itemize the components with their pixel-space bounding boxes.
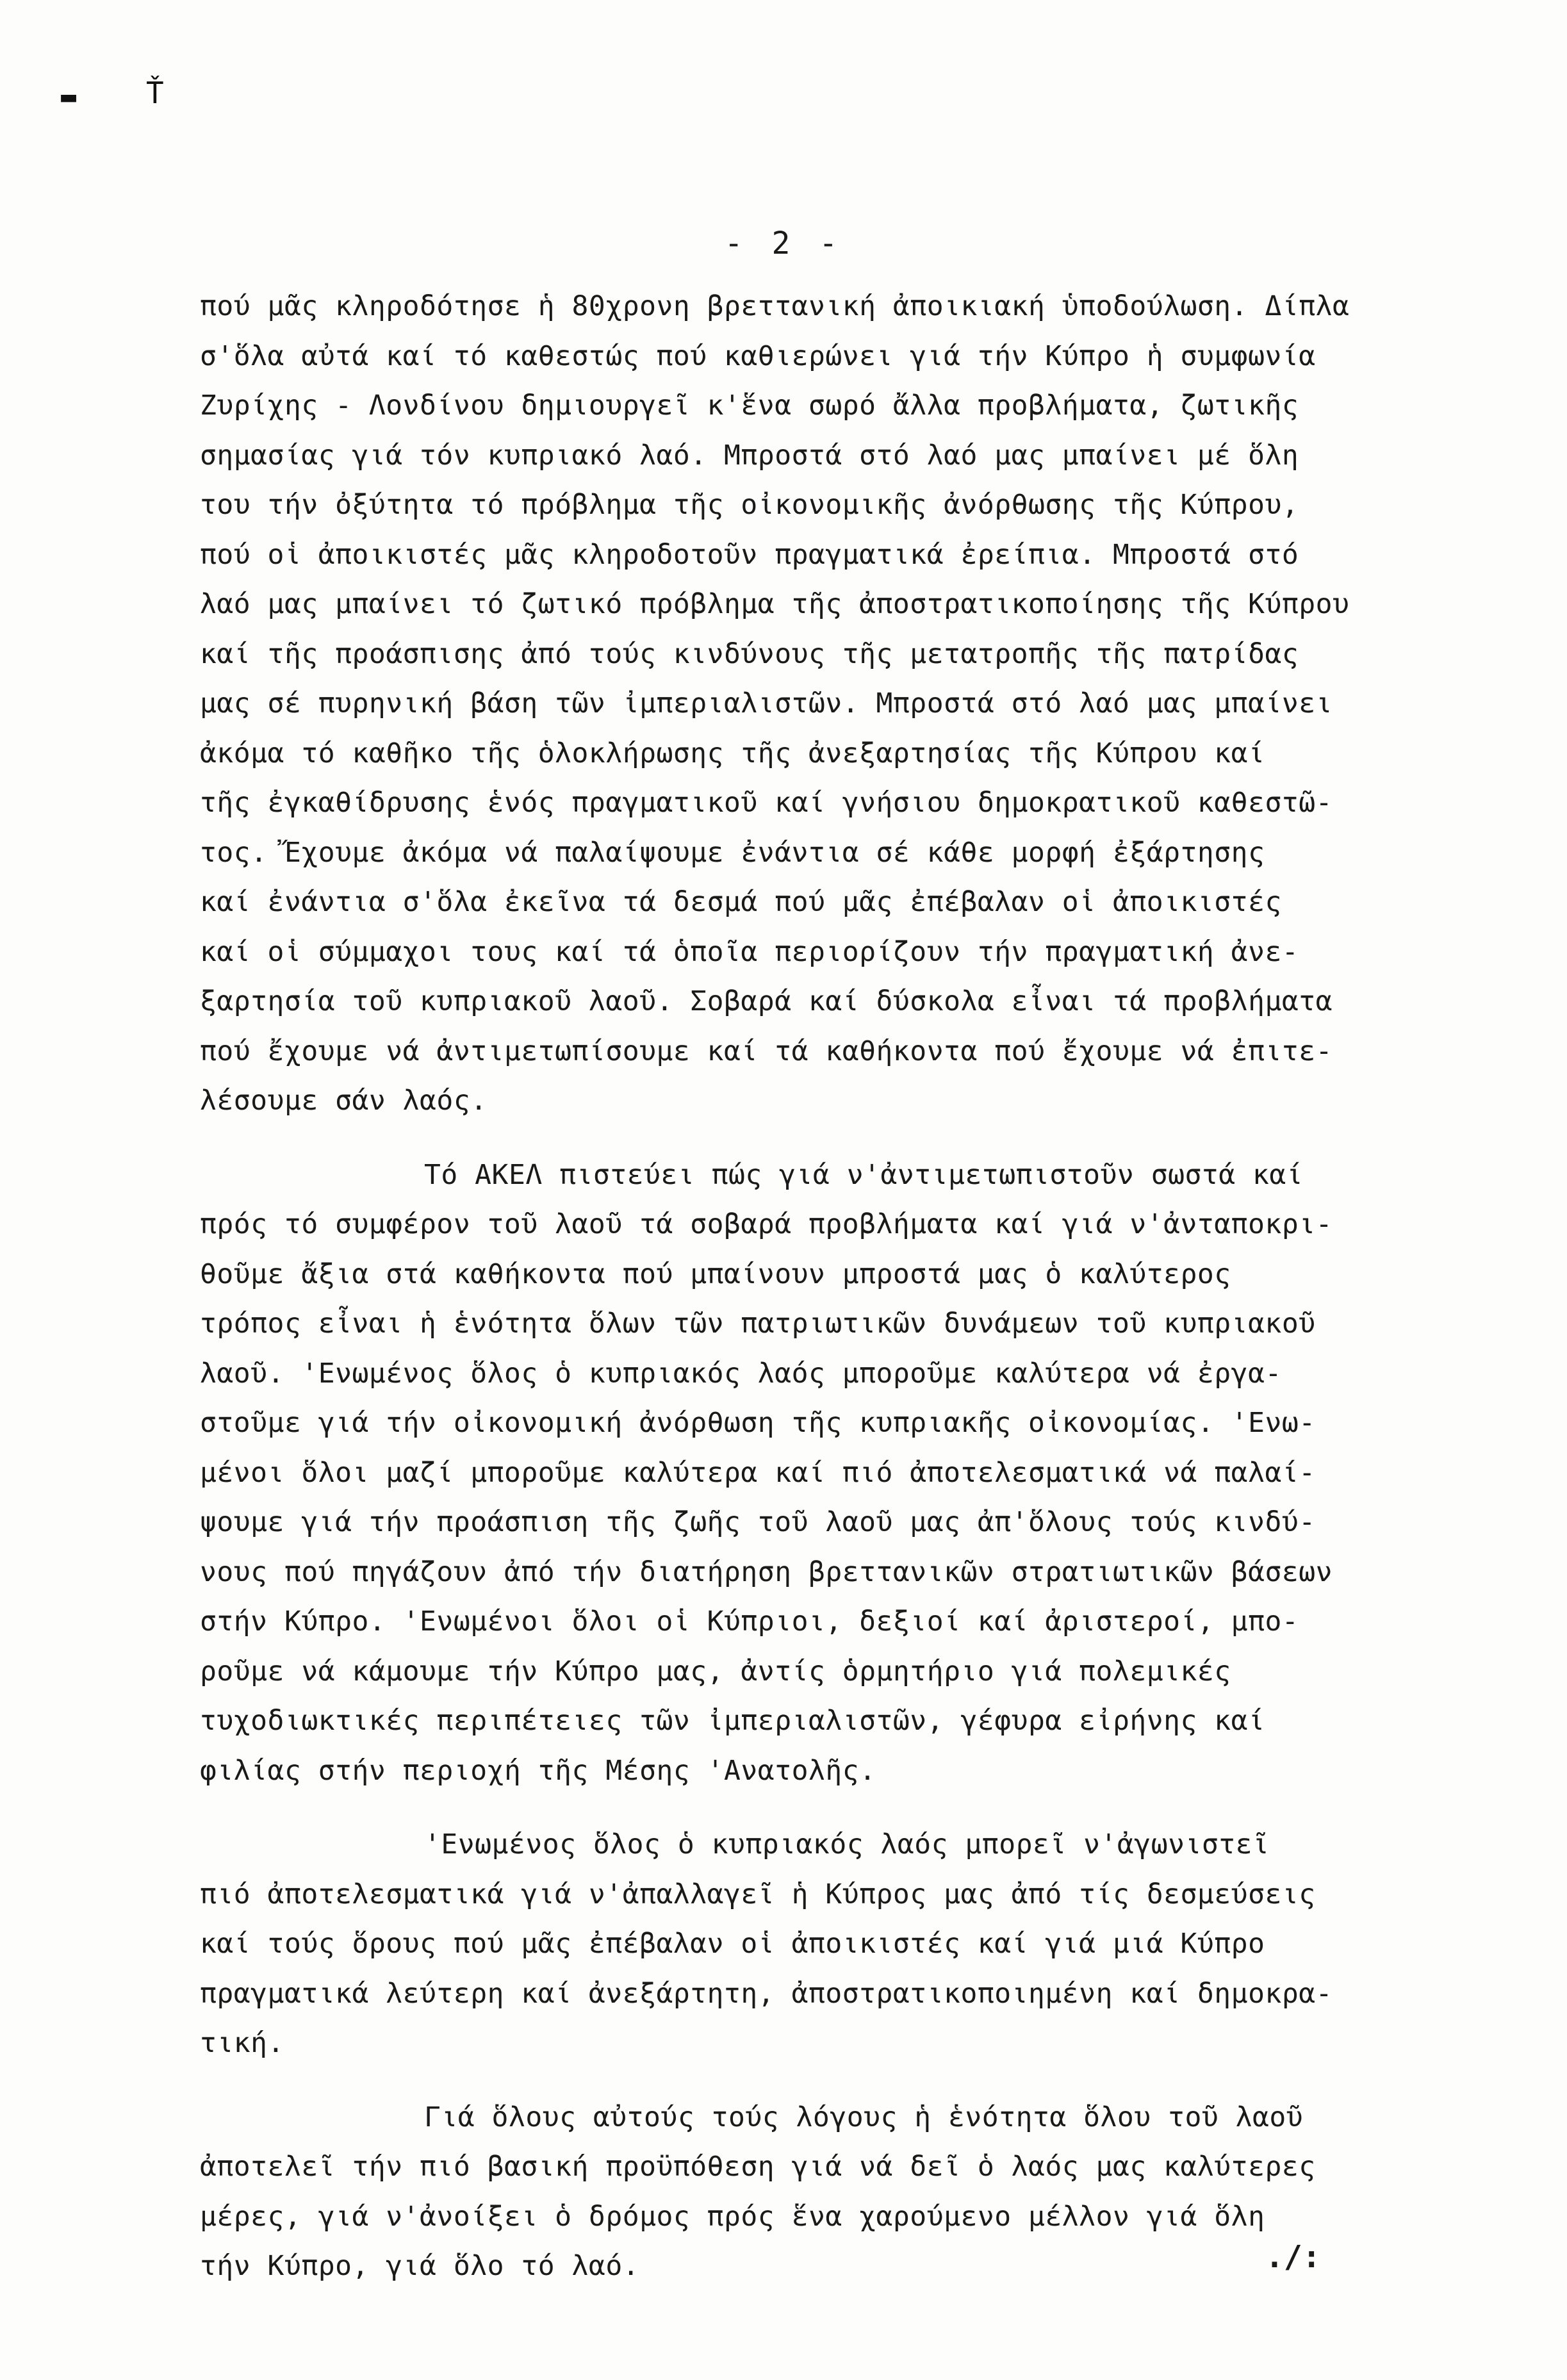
text-line: Τό ΑΚΕΛ πιστεύει πώς γιά ν'ἀντιμετωπιστοῦν σωστά καί [424, 1158, 1304, 1191]
text-line: σ'ὅλα αὐτά καί τό καθεστώς πού καθιερώνει γιά τήν Κύπρο ἡ συμφωνία [200, 340, 1316, 372]
text-line: φιλίας στήν περιοχή τῆς Μέσης 'Ανατολῆς. [200, 1754, 876, 1787]
text-line: νους πού πηγάζουν ἀπό τήν διατήρηση βρεττανικῶν στρατιωτικῶν βάσεων [200, 1555, 1333, 1588]
text-line: μένοι ὅλοι μαζί μποροῦμε καλύτερα καί πιό ἀποτελεσματικά νά παλαί- [200, 1456, 1316, 1489]
paragraph [200, 1151, 1513, 1796]
text-line: τήν Κύπρο, γιά ὅλο τό λαό. [200, 2250, 640, 2282]
body-text [200, 282, 1513, 2292]
text-line: λαοῦ. 'Ενωμένος ὅλος ὁ κυπριακός λαός μποροῦμε καλύτερα νά ἐργα- [200, 1357, 1282, 1390]
text-line: ἀκόμα τό καθῆκο τῆς ὁλοκλήρωσης τῆς ἀνεξαρτησίας τῆς Κύπρου καί [200, 737, 1265, 769]
paragraph [200, 282, 1513, 1126]
text-line: ἀποτελεῖ τήν πιό βασική προϋπόθεση γιά νά δεῖ ὁ λαός μας καλύτερες [200, 2151, 1316, 2183]
corner-mark: ▬ [61, 82, 77, 111]
text-line: μέρες, γιά ν'ἀνοίξει ὁ δρόμος πρός ἕνα χαρούμενο μέλλον γιά ὅλη [200, 2200, 1265, 2233]
paragraph [200, 1820, 1513, 2069]
text-line: πραγματικά λεύτερη καί ἀνεξάρτητη, ἀποστρατικοποιημένη καί δημοκρα- [200, 1977, 1333, 2010]
text-line: πού ἔχουμε νά ἀντιμετωπίσουμε καί τά καθήκοντα πού ἔχουμε νά ἐπιτε- [200, 1035, 1333, 1067]
paragraph-gap [200, 1126, 1513, 1151]
text-line: ψουμε γιά τήν προάσπιση τῆς ζωῆς τοῦ λαοῦ μας ἀπ'ὅλους τούς κινδύ- [200, 1506, 1316, 1538]
paragraph-gap [200, 1796, 1513, 1820]
text-line: τος. Ἔχουμε ἀκόμα νά παλαίψουμε ἐνάντια σέ κάθε μορφή ἐξάρτησης [200, 836, 1265, 869]
text-line: του τήν ὀξύτητα τό πρόβλημα τῆς οἰκονομικῆς ἀνόρθωσης τῆς Κύπρου, [200, 489, 1299, 521]
text-line: σημασίας γιά τόν κυπριακό λαό. Μπροστά στό λαό μας μπαίνει μέ ὅλη [200, 439, 1299, 472]
text-line: τυχοδιωκτικές περιπέτειες τῶν ἰμπεριαλιστῶν, γέφυρα εἰρήνης καί [200, 1705, 1265, 1737]
text-line: 'Ενωμένος ὅλος ὁ κυπριακός λαός μπορεῖ ν'ἀγωνιστεῖ [424, 1828, 1270, 1860]
text-line: τρόπος εἶναι ἡ ἑνότητα ὅλων τῶν πατριωτικῶν δυνάμεων τοῦ κυπριακοῦ [200, 1308, 1316, 1340]
text-line: στήν Κύπρο. 'Ενωμένοι ὅλοι οἱ Κύπριοι, δεξιοί καί ἀριστεροί, μπο- [200, 1605, 1299, 1637]
text-line: λέσουμε σάν λαός. [200, 1085, 488, 1117]
text-line: καί τούς ὅρους πού μᾶς ἐπέβαλαν οἱ ἀποικιστές καί γιά μιά Κύπρο [200, 1928, 1265, 1960]
text-line: ξαρτησία τοῦ κυπριακοῦ λαοῦ. Σοβαρά καί δύσκολα εἶναι τά προβλήματα [200, 985, 1333, 1017]
text-line: θοῦμε ἄξια στά καθήκοντα πού μπαίνουν μπροστά μας ὁ καλύτερος [200, 1258, 1231, 1290]
text-line: πιό ἀποτελεσματικά γιά ν'ἀπαλλαγεῖ ἡ Κύπρος μας ἀπό τίς δεσμεύσεις [200, 1878, 1316, 1910]
text-line: πρός τό συμφέρον τοῦ λαοῦ τά σοβαρά προβλήματα καί γιά ν'ἀνταποκρι- [200, 1208, 1333, 1240]
text-line: καί οἱ σύμμαχοι τους καί τά ὁποῖα περιορίζουν τήν πραγματική ἀνε- [200, 935, 1299, 968]
paragraph-gap [200, 2069, 1513, 2093]
text-line: καί τῆς προάσπισης ἀπό τούς κινδύνους τῆς μετατροπῆς τῆς πατρίδας [200, 637, 1299, 670]
text-line: καί ἐνάντια σ'ὅλα ἐκεῖνα τά δεσμά πού μᾶς ἐπέβαλαν οἱ ἀποικιστές [200, 886, 1282, 918]
page-number: - 2 - [724, 226, 843, 261]
text-line: μας σέ πυρηνική βάση τῶν ἰμπεριαλιστῶν. Μπροστά στό λαό μας μπαίνει [200, 687, 1333, 719]
text-line: ροῦμε νά κάμουμε τήν Κύπρο μας, ἀντίς ὁρμητήριο γιά πολεμικές [200, 1655, 1231, 1687]
text-line: τῆς ἐγκαθίδρυσης ἑνός πραγματικοῦ καί γνήσιου δημοκρατικοῦ καθεστῶ- [200, 787, 1333, 819]
text-line: στοῦμε γιά τήν οἰκονομική ἀνόρθωση τῆς κυπριακῆς οἰκονομίας. 'Ενω- [200, 1407, 1316, 1439]
continuation-mark: ./: [1265, 2239, 1321, 2275]
text-line: πού μᾶς κληροδότησε ἡ 80χρονη βρεττανική ἀποικιακή ὑποδούλωση. Δίπλα [200, 290, 1350, 322]
text-line: πού οἱ ἀποικιστές μᾶς κληροδοτοῦν πραγματικά ἐρείπια. Μπροστά στό [200, 538, 1299, 571]
text-line: Γιά ὅλους αὐτούς τούς λόγους ἡ ἑνότητα ὅλου τοῦ λαοῦ [424, 2101, 1304, 2133]
text-line: τική. [200, 2027, 284, 2059]
text-line: Ζυρίχης - Λονδίνου δημιουργεῖ κ'ἕνα σωρό ἄλλα προβλήματα, ζωτικῆς [200, 390, 1299, 422]
corner-mark-symbol: Ť [146, 76, 164, 110]
text-line: λαό μας μπαίνει τό ζωτικό πρόβλημα τῆς ἀποστρατικοποίησης τῆς Κύπρου [200, 588, 1350, 620]
